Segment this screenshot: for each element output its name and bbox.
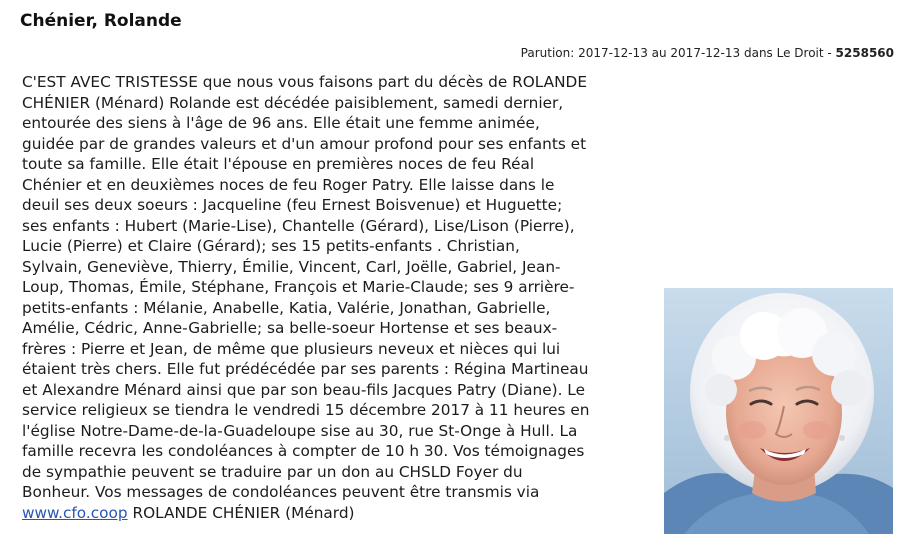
obituary-line: toute sa famille. Elle était l'épouse en premières noces de feu Réal (22, 155, 535, 173)
obituary-line: C'EST AVEC TRISTESSE que nous vous faisons part du décès de ROLANDE (22, 73, 587, 91)
portrait-photo (664, 288, 893, 534)
obituary-line: Loup, Thomas, Émile, Stéphane, François et Marie-Claude; ses 9 arrière- (22, 278, 575, 296)
obituary-line: Sylvain, Geneviève, Thierry, Émilie, Vincent, Carl, Joëlle, Gabriel, Jean- (22, 257, 561, 276)
obituary-line: frères : Pierre et Jean, de même que plusieurs neveux et nièces qui lui (22, 339, 561, 358)
publication-info (521, 46, 894, 60)
obituary-line: étaient très chers. Elle fut prédécédée par ses parents : Régina Martineau (22, 360, 589, 378)
obituary-line: ses enfants : Hubert (Marie-Lise), Chantelle (Gérard), Lise/Lison (Pierre), (22, 216, 575, 235)
obituary-line: guidée par de grandes valeurs et d'un amour profond pour ses enfants et (22, 134, 587, 153)
reference-number: 5258560 (835, 46, 894, 60)
obituary-line: Bonheur. Vos messages de condoléances peuvent être transmis via (22, 483, 540, 501)
obituary-line: Lucie (Pierre) et Claire (Gérard); ses 15 petits-enfants . Christian, (22, 237, 520, 255)
publication-text: Parution: 2017-12-13 au 2017-12-13 dans Le Droit - (520, 46, 836, 60)
obituary-line: de sympathie peuvent se traduire par un don au CHSLD Foyer du (22, 462, 523, 481)
signature-text: ROLANDE CHÉNIER (Ménard) (127, 503, 355, 522)
obituary-last-line (22, 503, 662, 524)
obituary-line: l'église Notre-Dame-de-la-Guadeloupe sise au 30, rue St-Onge à Hull. La (22, 421, 578, 440)
obituary-line: Amélie, Cédric, Anne-Gabrielle; sa belle-soeur Hortense et ses beaux- (22, 319, 558, 337)
obituary-line: entourée des siens à l'âge de 96 ans. Elle était une femme animée, (22, 114, 540, 132)
obituary-line: deuil ses deux soeurs : Jacqueline (feu Ernest Boisvenue) et Huguette; (22, 196, 563, 214)
cfo-website-link[interactable]: www.cfo.coop (22, 503, 128, 522)
obituary-title: Chénier, Rolande (20, 11, 182, 31)
obituary-line: Chénier et en deuxièmes noces de feu Roger Patry. Elle laisse dans le (22, 175, 555, 194)
obituary-body (22, 72, 662, 523)
obituary-line: petits-enfants : Mélanie, Anabelle, Katia, Valérie, Jonathan, Gabrielle, (22, 298, 551, 317)
portrait-illustration (664, 288, 893, 534)
obituary-line: famille recevra les condoléances à compter de 10 h 30. Vos témoignages (22, 442, 585, 460)
obituary-line: CHÉNIER (Ménard) Rolande est décédée paisiblement, samedi dernier, (22, 93, 564, 112)
obituary-line: et Alexandre Ménard ainsi que par son beau-fils Jacques Patry (Diane). Le (22, 380, 585, 399)
obituary-line: service religieux se tiendra le vendredi 15 décembre 2017 à 11 heures en (22, 401, 590, 419)
